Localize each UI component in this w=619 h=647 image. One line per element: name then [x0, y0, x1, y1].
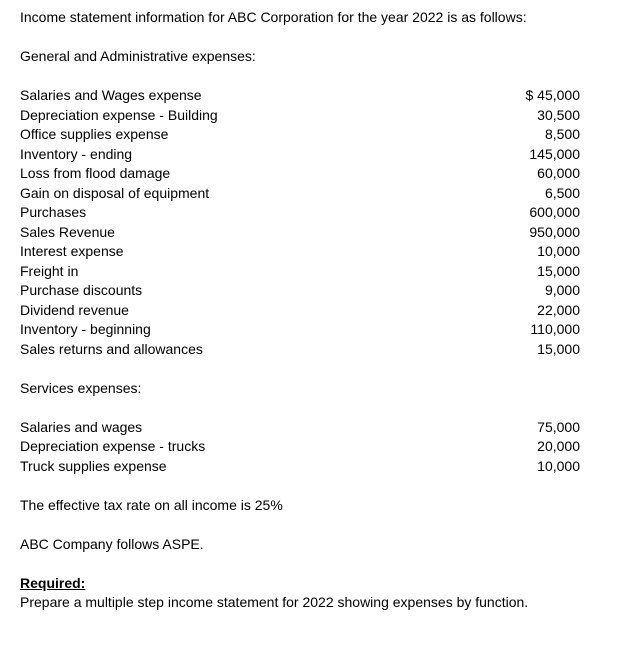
line-item-label: Inventory - ending	[20, 145, 133, 162]
required-heading: Required:	[20, 574, 86, 591]
line-item	[20, 125, 580, 145]
line-item-label: Salaries and wages	[20, 418, 143, 435]
services-expense-list	[20, 418, 580, 477]
line-item-amount: 30,500	[537, 106, 580, 123]
document-page	[20, 8, 580, 613]
spacer	[20, 28, 580, 48]
line-item	[20, 262, 580, 282]
line-item-label: Inventory - beginning	[20, 321, 151, 337]
line-item	[20, 242, 580, 262]
line-item-label: Truck supplies expense	[20, 457, 167, 474]
required-text: Prepare a multiple step income statement for 2022 showing expenses by function.	[20, 594, 529, 610]
line-item-label: Gain on disposal of equipment	[20, 184, 210, 201]
line-item-amount: 22,000	[537, 301, 580, 318]
line-item-amount: $ 45,000	[525, 87, 580, 103]
spacer	[20, 359, 580, 379]
line-item	[20, 301, 580, 321]
line-item-label: Dividend revenue	[20, 301, 129, 318]
line-item-amount: 600,000	[529, 204, 580, 220]
line-item	[20, 457, 580, 477]
line-item-label: Salaries and Wages expense	[20, 87, 202, 103]
line-item-amount: 8,500	[544, 126, 580, 142]
line-item	[20, 320, 580, 340]
spacer	[20, 398, 580, 418]
spacer	[20, 554, 580, 574]
line-item	[20, 184, 580, 204]
line-item-label: Purchase discounts	[20, 282, 143, 298]
spacer	[20, 476, 580, 496]
line-item-amount: 10,000	[537, 243, 580, 259]
line-item-amount: 10,000	[537, 457, 580, 474]
line-item-label: Purchases	[20, 204, 87, 220]
line-item	[20, 340, 580, 360]
line-item-label: Depreciation expense - Building	[20, 106, 218, 123]
spacer	[20, 67, 580, 87]
line-item	[20, 145, 580, 165]
line-item	[20, 106, 580, 126]
spacer	[20, 515, 580, 535]
line-item	[20, 203, 580, 223]
line-item	[20, 281, 580, 301]
line-item-label: Sales Revenue	[20, 223, 115, 240]
line-item-amount: 950,000	[529, 223, 580, 240]
line-item-amount: 75,000	[537, 418, 580, 435]
line-item-label: Sales returns and allowances	[20, 340, 203, 357]
line-item	[20, 437, 580, 457]
line-item-amount: 9,000	[544, 282, 580, 298]
line-item-label: Office supplies expense	[20, 126, 169, 142]
tax-note: The effective tax rate on all income is 25%	[20, 496, 283, 513]
intro-text: Income statement information for ABC Corporation for the year 2022 is as follows:	[20, 9, 527, 25]
line-item	[20, 418, 580, 438]
line-item-amount: 6,500	[544, 184, 580, 201]
line-item-amount: 60,000	[537, 165, 580, 181]
aspe-note: ABC Company follows ASPE.	[20, 535, 204, 552]
line-item-amount: 15,000	[537, 340, 580, 357]
line-item-amount: 20,000	[537, 438, 580, 454]
ga-expense-list	[20, 86, 580, 359]
line-item-label: Depreciation expense - trucks	[20, 438, 206, 454]
ga-heading: General and Administrative expenses:	[20, 48, 256, 64]
services-heading: Services expenses:	[20, 379, 142, 396]
line-item	[20, 223, 580, 243]
line-item-amount: 15,000	[537, 262, 580, 279]
line-item	[20, 164, 580, 184]
line-item	[20, 86, 580, 106]
line-item-label: Loss from flood damage	[20, 165, 171, 181]
line-item-amount: 145,000	[529, 145, 580, 162]
line-item-label: Interest expense	[20, 243, 124, 259]
line-item-label: Freight in	[20, 262, 79, 279]
line-item-amount: 110,000	[530, 321, 580, 337]
